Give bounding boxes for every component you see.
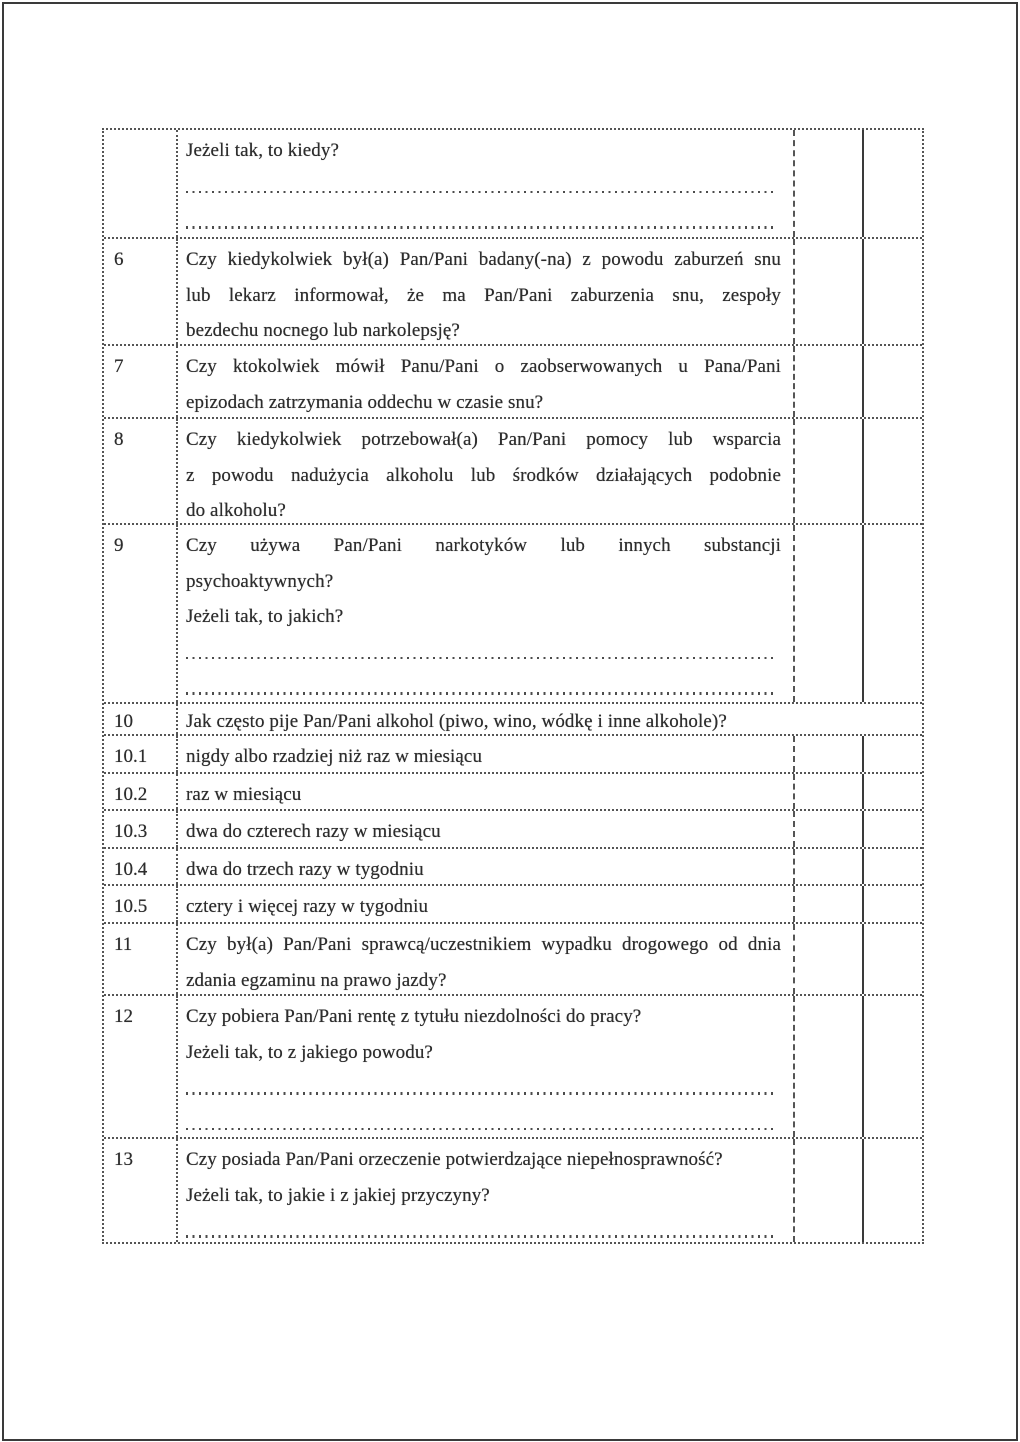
question-number: 10.1 (114, 746, 148, 767)
question-text-line: cztery i więcej razy w tygodniu (186, 896, 429, 917)
answer-cell-left (793, 525, 862, 702)
answer-dotted-line (186, 1106, 781, 1138)
table-row (104, 417, 922, 523)
question-number: 10.4 (114, 859, 148, 880)
table-row (104, 344, 922, 417)
question-text-line: Czy używa Pan/Pani narkotyków lub innych substancji (186, 535, 781, 556)
question-cell (176, 811, 793, 847)
table-row (104, 237, 922, 344)
question-text-line: Jeżeli tak, to z jakiego powodu? (186, 1041, 433, 1063)
question-cell (176, 1139, 793, 1242)
question-text-line: dwa do trzech razy w tygodniu (186, 859, 424, 880)
questionnaire-table (102, 128, 924, 1244)
question-text-line: Jeżeli tak, to jakie i z jakiej przyczyny? (186, 1184, 490, 1206)
answer-cell-right (862, 849, 922, 884)
answer-cell-right (862, 130, 922, 237)
question-number: 10.5 (114, 896, 148, 917)
answer-dotted-line (186, 670, 781, 702)
question-text-line: Czy kiedykolwiek potrzebował(a) Pan/Pani pomocy lub wsparcia (186, 429, 781, 450)
question-text-line: Czy był(a) Pan/Pani sprawcą/uczestnikiem wypadku drogowego od dnia (186, 934, 781, 955)
question-cell (176, 849, 793, 884)
question-number: 7 (114, 356, 124, 377)
answer-cell-right (862, 525, 922, 702)
answer-cell-right (862, 774, 922, 809)
answer-cell-left (793, 924, 862, 994)
table-row (104, 809, 922, 847)
question-cell (176, 704, 922, 734)
question-cell (176, 130, 793, 237)
table-row (104, 772, 922, 809)
answer-cell-left (793, 130, 862, 237)
question-text-line: do alkoholu? (186, 500, 286, 521)
dotted-fill-line (186, 191, 775, 194)
question-number: 10.2 (114, 784, 148, 805)
answer-cell-left (793, 1139, 862, 1242)
answer-dotted-line (186, 1213, 781, 1242)
table-row (104, 884, 922, 922)
question-text-line: dwa do czterech razy w miesiącu (186, 821, 441, 842)
question-cell (176, 736, 793, 772)
table-row (104, 994, 922, 1137)
answer-cell-right (862, 924, 922, 994)
answer-cell-right (862, 419, 922, 523)
question-text-line: Czy pobiera Pan/Pani rentę z tytułu niezdolności do pracy? (186, 1006, 642, 1027)
answer-cell-right (862, 736, 922, 772)
table-row (104, 702, 922, 734)
answer-cell-right (862, 886, 922, 922)
table-row (104, 847, 922, 884)
question-cell (176, 886, 793, 922)
answer-cell-right (862, 239, 922, 344)
question-text-line: lub lekarz informował, że ma Pan/Pani zaburzenia snu, zespoły (186, 284, 781, 306)
answer-cell-left (793, 346, 862, 417)
answer-cell-right (862, 1139, 922, 1242)
question-number (104, 130, 176, 237)
question-text-line: raz w miesiącu (186, 784, 302, 805)
answer-cell-left (793, 239, 862, 344)
answer-dotted-line (186, 169, 781, 205)
question-text-line: psychoaktywnych? (186, 570, 334, 592)
question-text-line: bezdechu nocnego lub narkolepsję? (186, 320, 460, 341)
table-row (104, 734, 922, 772)
question-number: 12 (114, 1006, 133, 1027)
question-text-line: Jak często pije Pan/Pani alkohol (piwo, wino, wódkę i inne alkohole)? (186, 711, 727, 732)
question-cell (176, 525, 793, 702)
question-cell (176, 419, 793, 523)
answer-dotted-line (186, 1070, 781, 1106)
question-number: 10 (114, 711, 133, 732)
dotted-fill-line (186, 1235, 775, 1238)
question-cell (176, 996, 793, 1137)
table-row (104, 523, 922, 702)
table-row (104, 922, 922, 994)
question-cell (176, 346, 793, 417)
question-cell (176, 239, 793, 344)
question-text-line: Czy posiada Pan/Pani orzeczenie potwierdzające niepełnosprawność? (186, 1149, 723, 1170)
answer-cell-right (862, 346, 922, 417)
answer-cell-right (862, 811, 922, 847)
question-text-line: z powodu nadużycia alkoholu lub środków działających podobnie (186, 464, 781, 486)
answer-cell-left (793, 849, 862, 884)
question-number: 8 (114, 429, 124, 450)
question-text-line: Jeżeli tak, to jakich? (186, 606, 344, 627)
question-number: 9 (114, 535, 124, 556)
dotted-fill-line (186, 692, 775, 695)
answer-cell-left (793, 736, 862, 772)
table-row (104, 1137, 922, 1242)
question-number: 11 (114, 934, 133, 955)
question-cell (176, 774, 793, 809)
question-number: 10.3 (114, 821, 148, 842)
answer-cell-left (793, 811, 862, 847)
question-text-line: Jeżeli tak, to kiedy? (186, 140, 339, 161)
question-cell (176, 924, 793, 994)
answer-cell-right (862, 996, 922, 1137)
table-row (104, 130, 922, 237)
question-text-line: epizodach zatrzymania oddechu w czasie snu? (186, 391, 544, 413)
answer-cell-left (793, 419, 862, 523)
dotted-fill-line (186, 657, 775, 660)
question-number: 6 (114, 249, 124, 270)
dotted-fill-line (186, 1092, 775, 1095)
answer-cell-left (793, 886, 862, 922)
dotted-fill-line (186, 226, 775, 229)
answer-dotted-line (186, 204, 781, 237)
question-text-line: Czy kiedykolwiek był(a) Pan/Pani badany(-na) z powodu zaburzeń snu (186, 249, 781, 270)
dotted-fill-line (186, 1128, 775, 1131)
question-text-line: zdania egzaminu na prawo jazdy? (186, 969, 447, 991)
question-number: 13 (114, 1149, 133, 1170)
question-text-line: Czy ktokolwiek mówił Panu/Pani o zaobserwowanych u Pana/Pani (186, 356, 781, 377)
answer-cell-left (793, 996, 862, 1137)
question-text-line: nigdy albo rzadziej niż raz w miesiącu (186, 746, 483, 767)
answer-cell-left (793, 774, 862, 809)
answer-dotted-line (186, 635, 781, 671)
